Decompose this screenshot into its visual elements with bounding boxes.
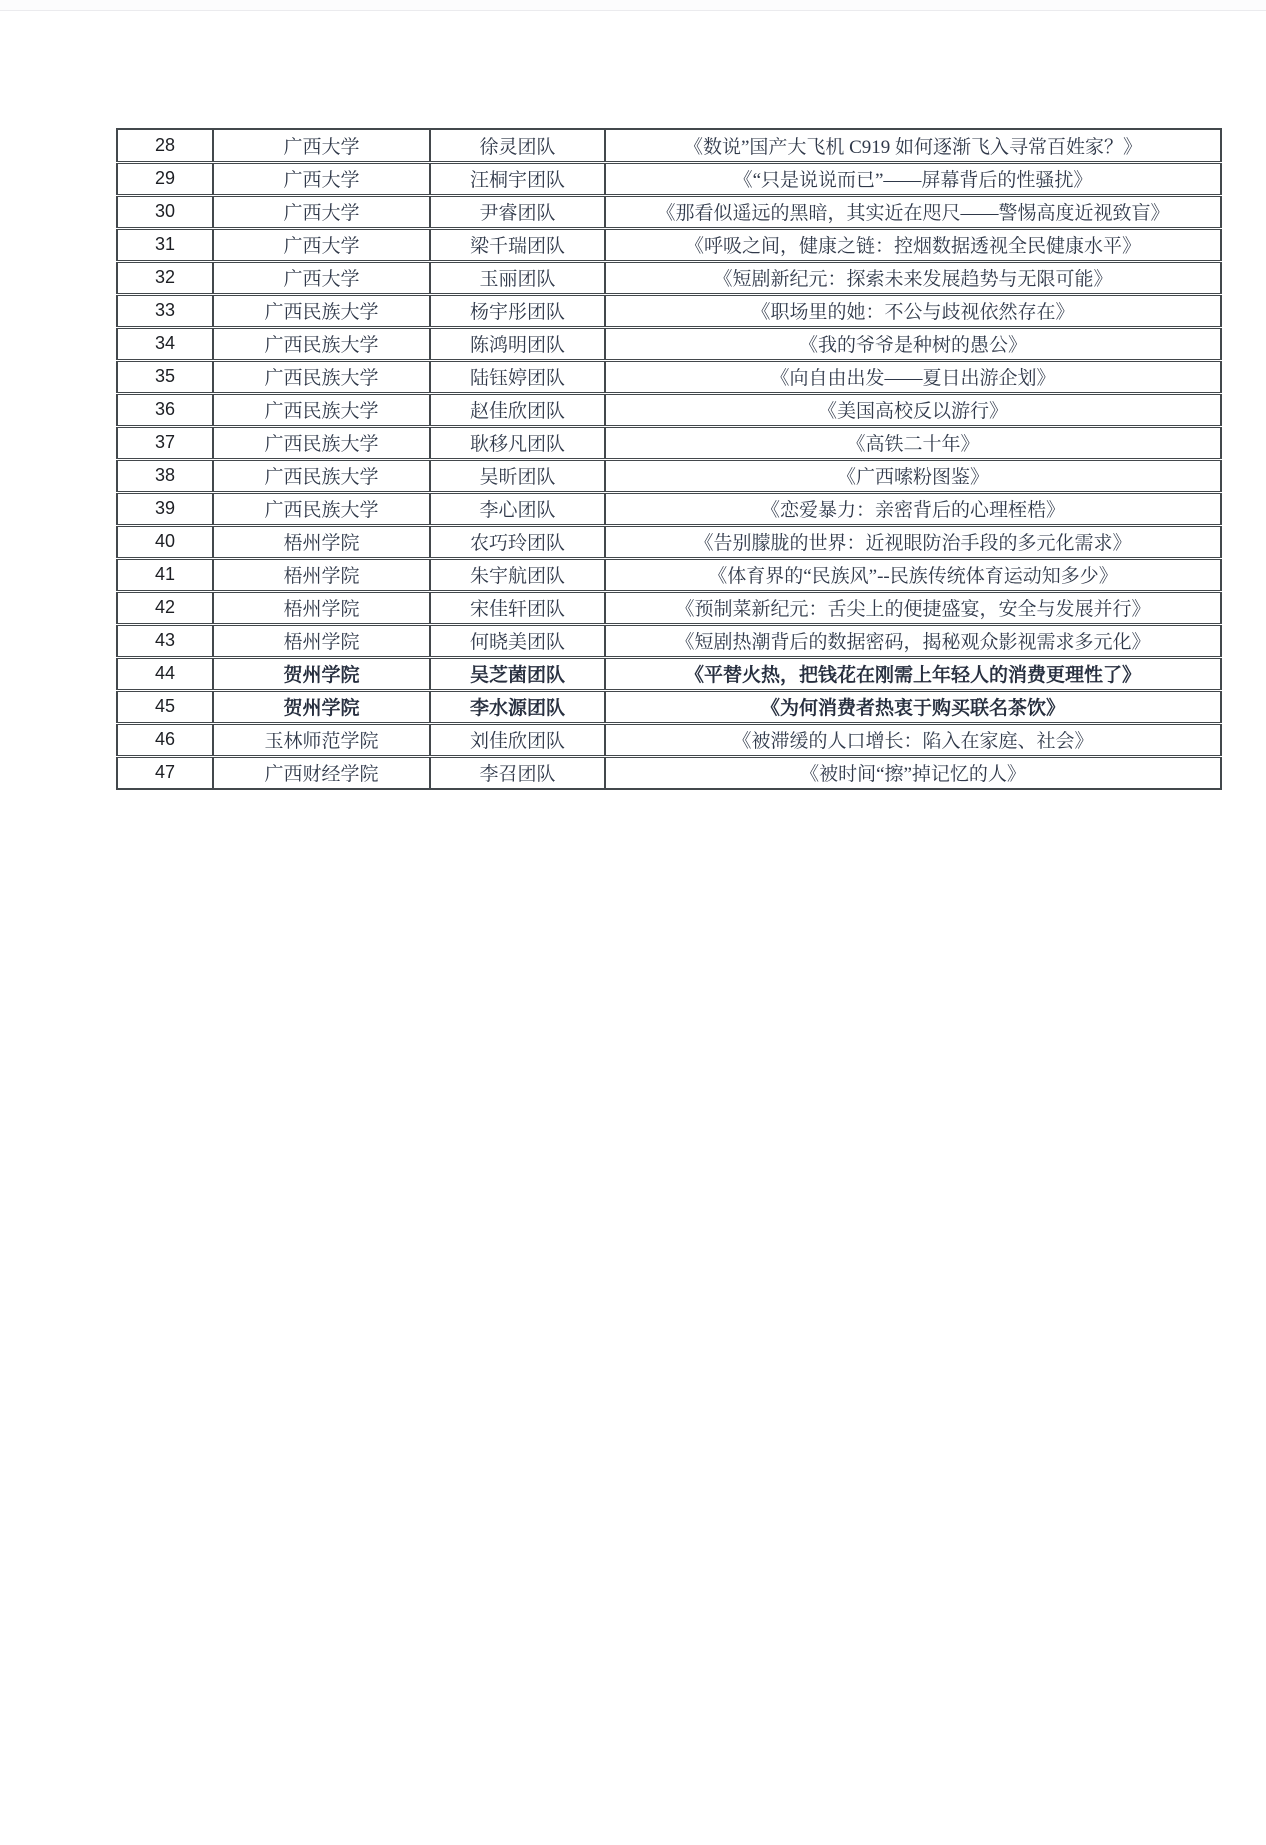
cell-title: 《短剧新纪元：探索未来发展趋势与无限可能》 — [605, 261, 1221, 294]
table-row — [117, 228, 1221, 261]
cell-team: 朱宇航团队 — [430, 558, 605, 591]
cell-title: 《数说”国产大飞机 C919 如何逐渐飞入寻常百姓家？》 — [605, 129, 1221, 162]
cell-school: 玉林师范学院 — [213, 723, 430, 756]
table-row — [117, 492, 1221, 525]
cell-title: 《广西嗦粉图鉴》 — [605, 459, 1221, 492]
cell-school: 广西大学 — [213, 195, 430, 228]
cell-team: 吴昕团队 — [430, 459, 605, 492]
cell-number: 29 — [117, 162, 213, 195]
cell-title: 《平替火热，把钱花在刚需上年轻人的消费更理性了》 — [605, 657, 1221, 690]
cell-title: 《为何消费者热衷于购买联名茶饮》 — [605, 690, 1221, 723]
cell-school: 广西大学 — [213, 228, 430, 261]
cell-title: 《向自由出发——夏日出游企划》 — [605, 360, 1221, 393]
table-row — [117, 426, 1221, 459]
cell-school: 广西民族大学 — [213, 459, 430, 492]
cell-team: 农巧玲团队 — [430, 525, 605, 558]
table-row — [117, 327, 1221, 360]
cell-number: 33 — [117, 294, 213, 327]
cell-number: 47 — [117, 756, 213, 789]
cell-team: 赵佳欣团队 — [430, 393, 605, 426]
cell-team: 吴芝菌团队 — [430, 657, 605, 690]
cell-school: 广西财经学院 — [213, 756, 430, 789]
cell-number: 28 — [117, 129, 213, 162]
cell-number: 46 — [117, 723, 213, 756]
cell-school: 广西大学 — [213, 162, 430, 195]
table-row — [117, 657, 1221, 690]
table-row — [117, 195, 1221, 228]
table-row — [117, 690, 1221, 723]
table-row — [117, 558, 1221, 591]
cell-title: 《那看似遥远的黑暗，其实近在咫尺——警惕高度近视致盲》 — [605, 195, 1221, 228]
cell-team: 李水源团队 — [430, 690, 605, 723]
cell-school: 贺州学院 — [213, 690, 430, 723]
cell-title: 《体育界的“民族风”--民族传统体育运动知多少》 — [605, 558, 1221, 591]
cell-school: 梧州学院 — [213, 558, 430, 591]
cell-team: 杨宇彤团队 — [430, 294, 605, 327]
cell-number: 42 — [117, 591, 213, 624]
table-row — [117, 162, 1221, 195]
cell-school: 广西民族大学 — [213, 426, 430, 459]
cell-school: 梧州学院 — [213, 591, 430, 624]
cell-number: 31 — [117, 228, 213, 261]
cell-number: 30 — [117, 195, 213, 228]
table-row — [117, 756, 1221, 789]
cell-team: 李召团队 — [430, 756, 605, 789]
entries-table — [116, 128, 1222, 790]
cell-title: 《我的爷爷是种树的愚公》 — [605, 327, 1221, 360]
cell-title: 《预制菜新纪元：舌尖上的便捷盛宴，安全与发展并行》 — [605, 591, 1221, 624]
cell-title: 《被时间“擦”掉记忆的人》 — [800, 764, 1026, 786]
cell-title: 《短剧热潮背后的数据密码，揭秘观众影视需求多元化》 — [605, 624, 1221, 657]
cell-team: 梁千瑞团队 — [430, 228, 605, 261]
cell-title: 《被滞缓的人口增长：陷入在家庭、社会》 — [605, 723, 1221, 756]
cell-team: 汪桐宇团队 — [430, 162, 605, 195]
cell-school: 广西民族大学 — [213, 327, 430, 360]
table-row — [117, 294, 1221, 327]
cell-team: 何晓美团队 — [430, 624, 605, 657]
table-row — [117, 525, 1221, 558]
cell-number: 37 — [117, 426, 213, 459]
table-row — [117, 591, 1221, 624]
cell-number: 38 — [117, 459, 213, 492]
cell-school: 梧州学院 — [213, 624, 430, 657]
cell-team: 刘佳欣团队 — [430, 723, 605, 756]
table-row — [117, 129, 1221, 162]
cell-team: 徐灵团队 — [430, 129, 605, 162]
cell-school: 广西大学 — [213, 129, 430, 162]
table-row — [117, 393, 1221, 426]
cell-title: 《职场里的她：不公与歧视依然存在》 — [605, 294, 1221, 327]
cell-team: 李心团队 — [430, 492, 605, 525]
cell-team: 陈鸿明团队 — [430, 327, 605, 360]
cell-number: 45 — [117, 690, 213, 723]
cell-number: 32 — [117, 261, 213, 294]
cell-number: 39 — [117, 492, 213, 525]
cell-number: 34 — [117, 327, 213, 360]
table-row — [117, 723, 1221, 756]
cell-title: 《恋爱暴力：亲密背后的心理桎梏》 — [605, 492, 1221, 525]
cell-team: 耿移凡团队 — [430, 426, 605, 459]
cell-school: 梧州学院 — [213, 525, 430, 558]
cell-number: 35 — [117, 360, 213, 393]
cell-school: 广西民族大学 — [213, 393, 430, 426]
cell-number: 43 — [117, 624, 213, 657]
cell-number: 40 — [117, 525, 213, 558]
cell-title: 《美国高校反以游行》 — [605, 393, 1221, 426]
cell-number: 44 — [117, 657, 213, 690]
cell-number: 41 — [117, 558, 213, 591]
table-row — [117, 624, 1221, 657]
cell-team: 陆钰婷团队 — [430, 360, 605, 393]
cell-title: 《高铁二十年》 — [605, 426, 1221, 459]
cell-team: 尹睿团队 — [430, 195, 605, 228]
cell-school: 广西民族大学 — [213, 360, 430, 393]
cell-school: 广西民族大学 — [213, 294, 430, 327]
cell-school: 广西民族大学 — [213, 492, 430, 525]
cell-school: 贺州学院 — [213, 657, 430, 690]
page-top-edge — [0, 0, 1266, 11]
table-row — [117, 261, 1221, 294]
cell-title: 《呼吸之间，健康之链：控烟数据透视全民健康水平》 — [605, 228, 1221, 261]
cell-team: 玉丽团队 — [430, 261, 605, 294]
cell-title: 《告别朦胧的世界：近视眼防治手段的多元化需求》 — [605, 525, 1221, 558]
table-row — [117, 459, 1221, 492]
cell-title: 《“只是说说而已”——屏幕背后的性骚扰》 — [605, 162, 1221, 195]
cell-school: 广西大学 — [213, 261, 430, 294]
cell-team: 宋佳轩团队 — [430, 591, 605, 624]
entries-table-body — [117, 129, 1221, 789]
table-row — [117, 360, 1221, 393]
cell-number: 36 — [117, 393, 213, 426]
